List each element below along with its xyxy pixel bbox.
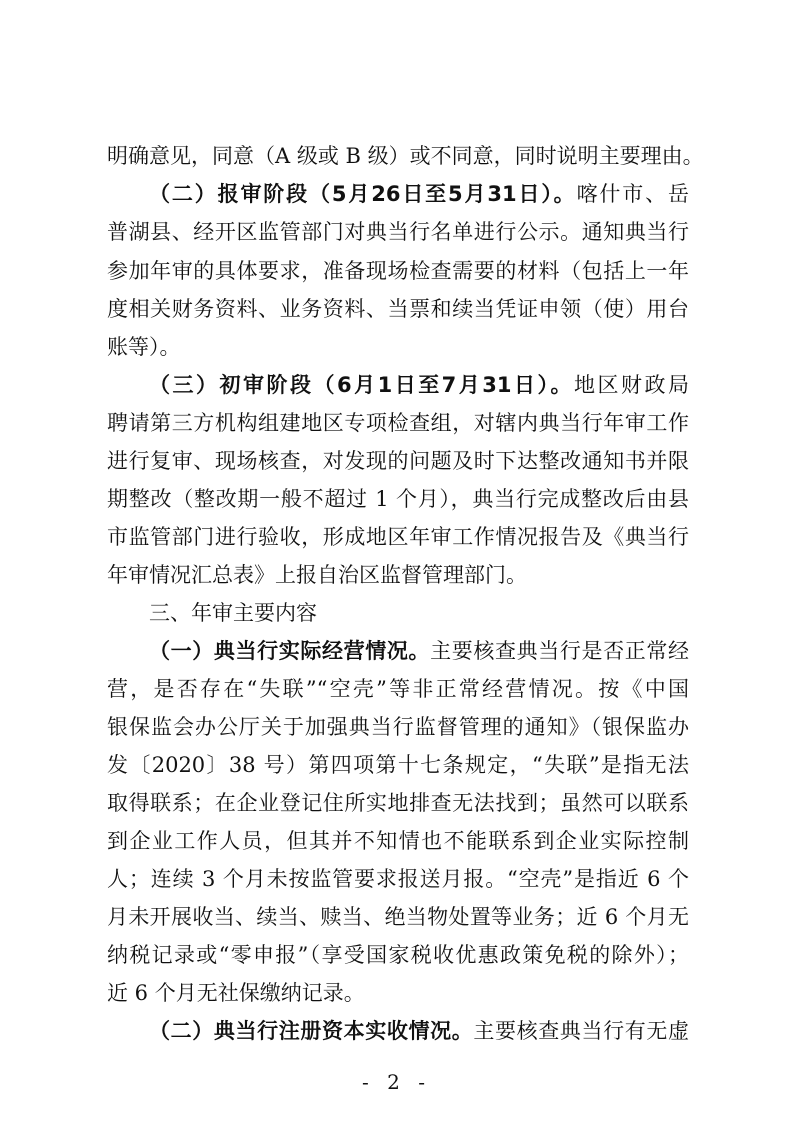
body-line: 度相关财务资料、业务资料、当票和续当凭证申领（使）用台 — [107, 297, 689, 321]
section-heading-line: （二）报审阶段（5月26日至5月31日）。喀什市、岳 — [149, 182, 690, 206]
body-line: 明确意见，同意（A 级或 B 级）或不同意，同时说明主要理由。 — [107, 144, 704, 168]
body-line: 取得联系；在企业登记住所实地排查无法找到；虽然可以联系 — [107, 791, 689, 815]
bold-lead: （二）报审阶段（5月26日至5月31日）。 — [149, 182, 577, 206]
body-line: 账等）。 — [107, 335, 181, 359]
body-line: 近 6 个月无社保缴纳记录。 — [107, 981, 365, 1005]
body-line: 发〔2020〕38 号）第四项第十七条规定，“失联”是指无法 — [107, 753, 689, 777]
body-line: 人；连续 3 个月未按监管要求报送月报。“空壳”是指近 6 个 — [107, 867, 689, 891]
body-line: 银保监会办公厅关于加强典当行监督管理的通知》（银保监办 — [107, 715, 689, 739]
body-line: 聘请第三方机构组建地区专项检查组，对辖内典当行年审工作 — [107, 411, 689, 435]
body-line: 普湖县、经开区监管部门对典当行名单进行公示。通知典当行 — [107, 220, 689, 244]
body-line: 月未开展收当、续当、赎当、绝当物处置等业务；近 6 个月无 — [107, 905, 689, 929]
body-line: 参加年审的具体要求，准备现场检查需要的材料（包括上一年 — [107, 259, 689, 283]
chapter-heading: 三、年审主要内容 — [149, 601, 317, 625]
bold-lead: （一）典当行实际经营情况。 — [149, 639, 431, 663]
section-heading-line: （二）典当行注册资本实收情况。主要核查典当行有无虚 — [149, 1019, 689, 1043]
body-line: 期整改（整改期一般不超过 1 个月），典当行完成整改后由县 — [107, 487, 689, 511]
body-line: 年审情况汇总表》上报自治区监督管理部门。 — [107, 563, 527, 587]
bold-lead: （三）初审阶段（6月1日至7月31日）。 — [149, 373, 575, 397]
body-line: 进行复审、现场核查，对发现的问题及时下达整改通知书并限 — [107, 449, 689, 473]
body-line: 营，是否存在“失联”“空壳”等非正常经营情况。按《中国 — [107, 677, 689, 701]
section-heading-line: （一）典当行实际经营情况。主要核查典当行是否正常经 — [149, 639, 689, 663]
body-line: 到企业工作人员，但其并不知情也不能联系到企业实际控制 — [107, 829, 689, 853]
section-heading-line: （三）初审阶段（6月1日至7月31日）。地区财政局 — [149, 373, 690, 397]
body-line: 市监管部门进行验收，形成地区年审工作情况报告及《典当行 — [107, 525, 689, 549]
body-line: 纳税记录或“零申报”（享受国家税收优惠政策免税的除外）； — [107, 943, 689, 967]
page-number: - 2 - — [362, 1070, 431, 1094]
bold-lead: （二）典当行注册资本实收情况。 — [149, 1019, 474, 1043]
